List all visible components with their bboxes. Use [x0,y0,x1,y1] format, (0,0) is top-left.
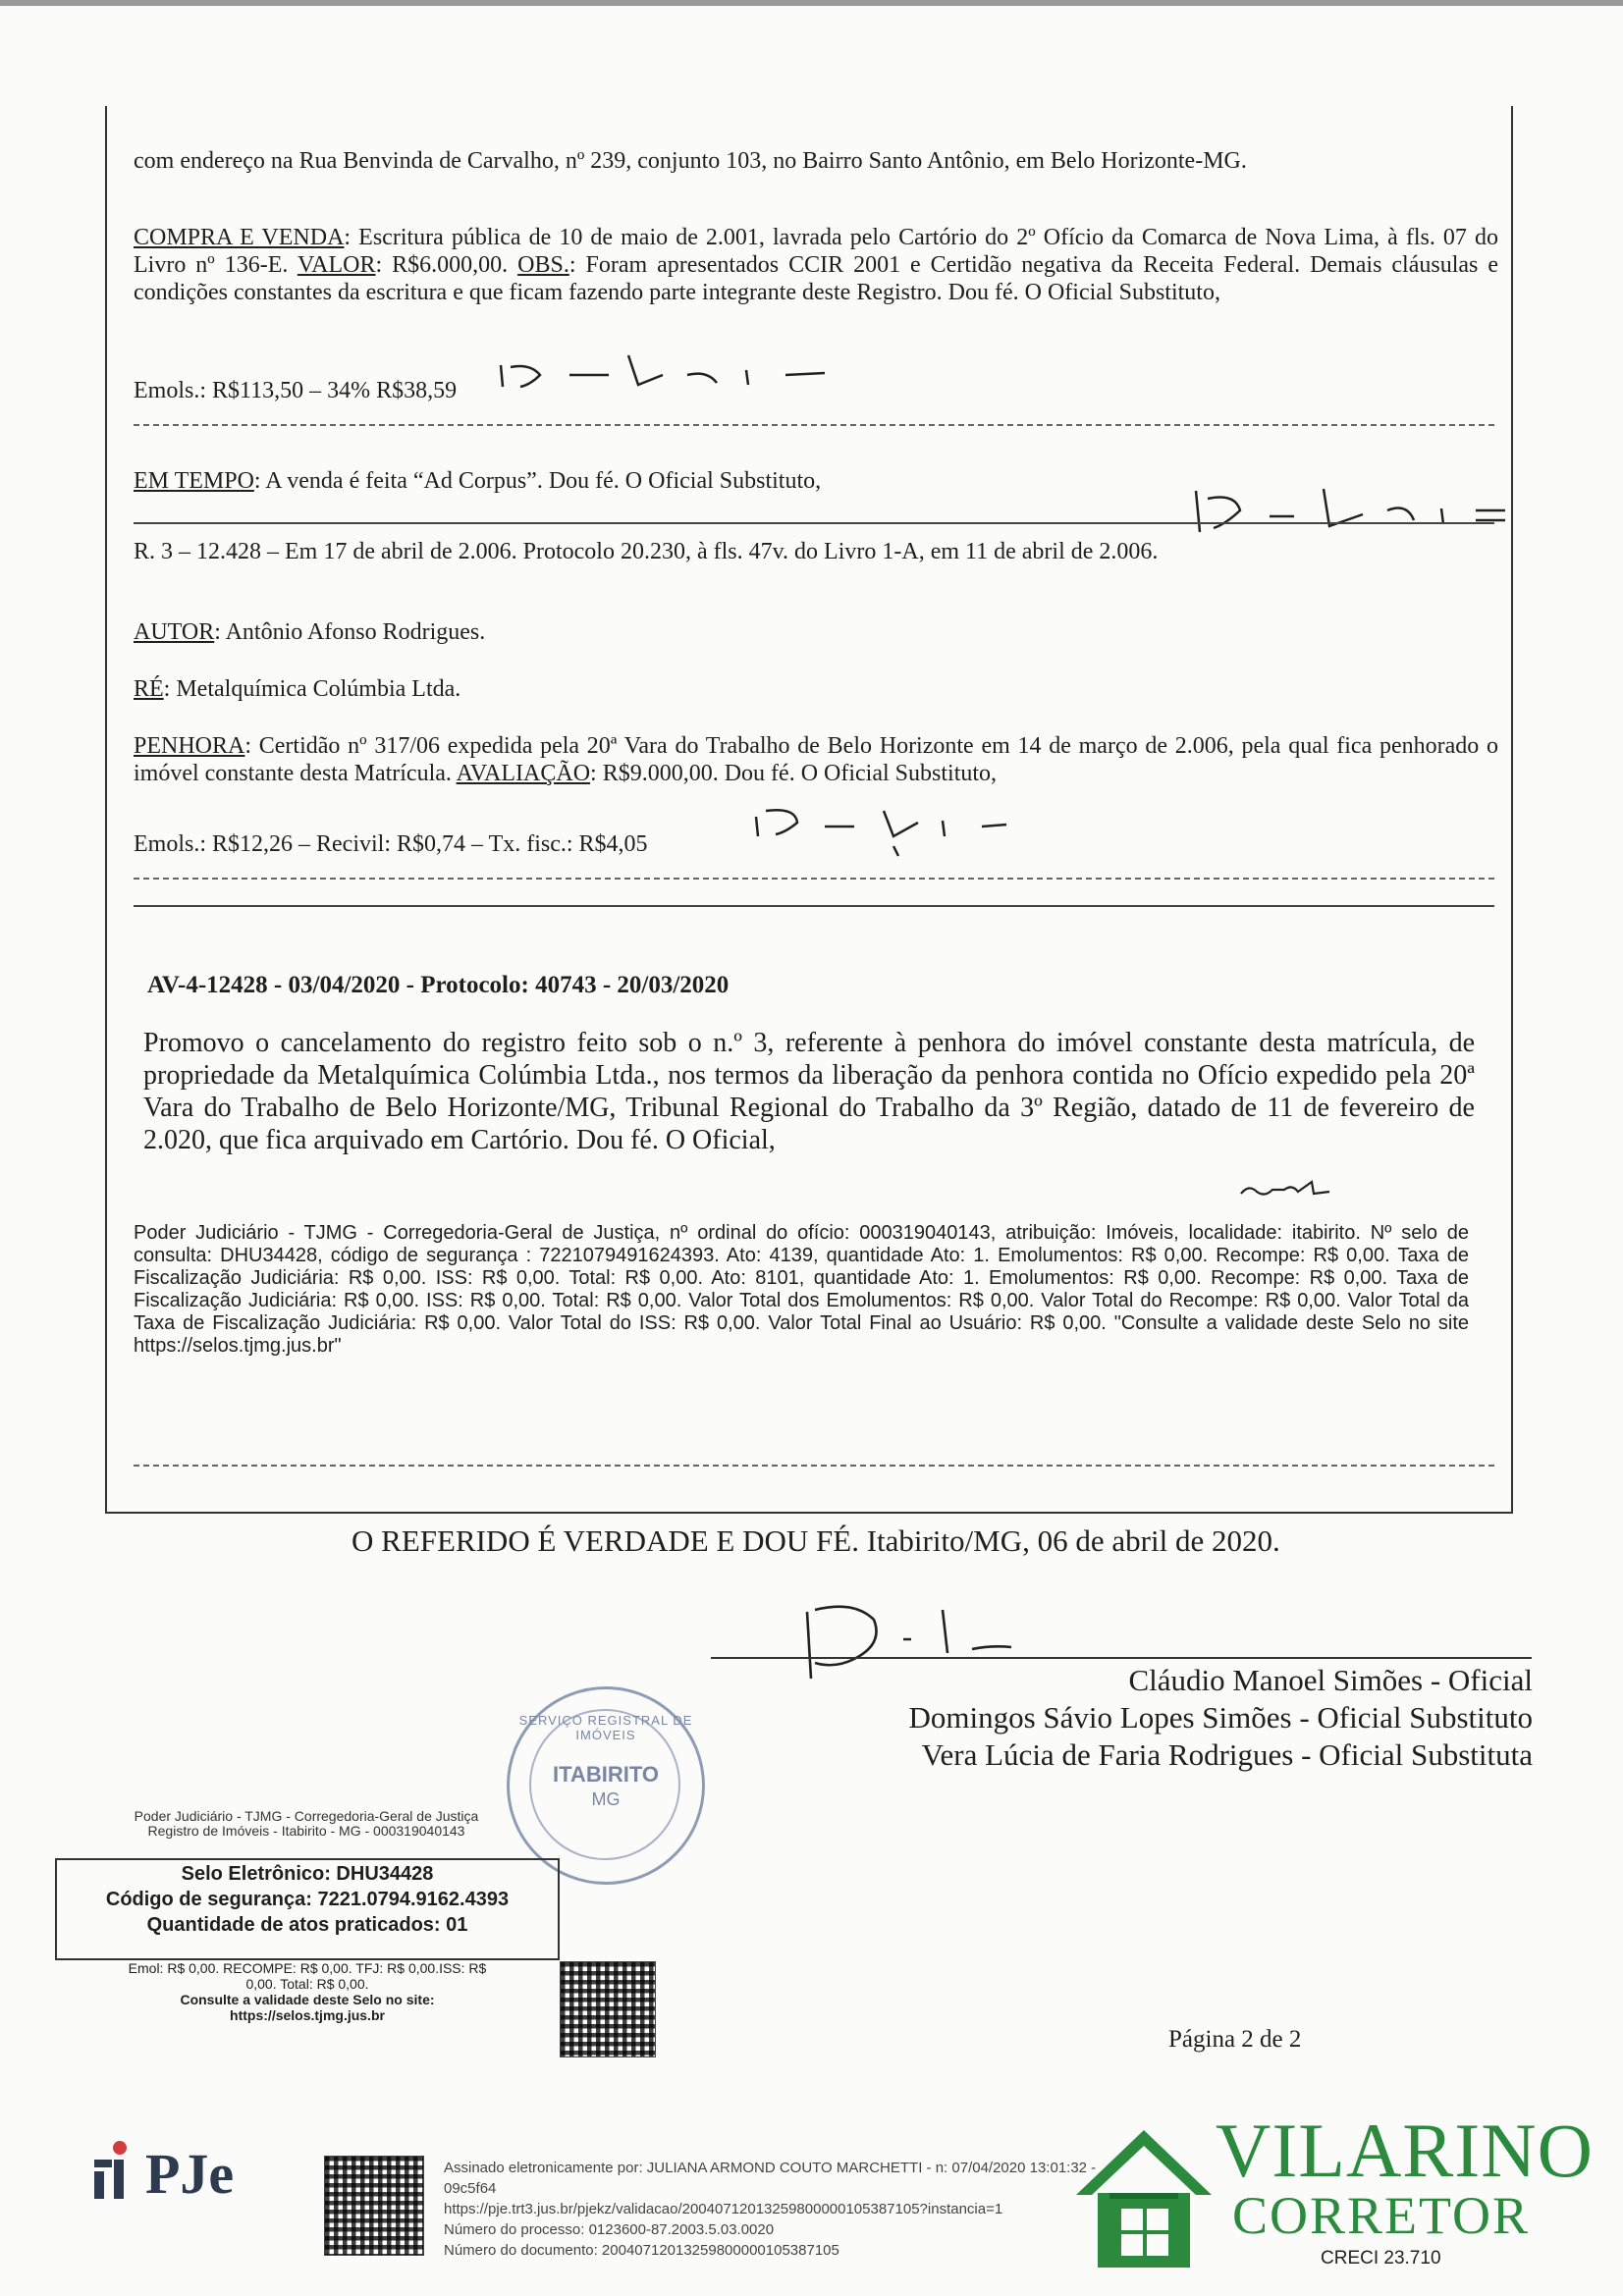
pje-signature-info [444,2158,1151,2261]
registry-stamp-seal [507,1686,705,1885]
av4-title: AV-4-12428 - 03/04/2020 - Protocolo: 40743 - 20/03/2020 [147,972,730,998]
pje-logo-text: PJe [145,2142,235,2206]
selo-line-1: Selo Eletrônico: DHU34428 [181,1863,434,1885]
pje-validation-url[interactable]: https://pje.trt3.jus.br/pjekz/validacao/20040712013259800000105387105?instancia=1 [444,2201,1003,2217]
selo-header-1: Poder Judiciário - TJMG - Corregedoria-Geral de Justiça [134,1808,479,1824]
officer-1: Cláudio Manoel Simões - Oficial [1128,1663,1533,1697]
pje-document-number: Número do documento: 20040712013259800000105387105 [444,2242,839,2259]
separator-4 [134,905,1494,907]
officer-3: Vera Lúcia de Faria Rodrigues - Oficial Substituta [921,1737,1533,1772]
selo-box [55,1858,560,1960]
r3-paragraph: R. 3 – 12.428 – Em 17 de abril de 2.006. Protocolo 20.230, à fls. 47v. do Livro 1-A, em 11 de abril de 2.006. [134,539,1159,564]
separator-2 [134,522,1494,524]
page-number: Página 2 de 2 [1168,2026,1302,2053]
signature-2 [1186,481,1510,540]
seal-state: MG [591,1789,621,1809]
pje-person-icon [90,2138,135,2207]
signature-4 [1235,1164,1343,1203]
pje-qr-code[interactable] [324,2156,424,2256]
re-label: RÉ [134,676,164,702]
separator-5 [134,1465,1494,1467]
pje-process-number: Número do processo: 0123600-87.2003.5.03.0020 [444,2221,775,2238]
selo-header [61,1809,552,1839]
signature-line [711,1657,1532,1659]
signature-1 [491,346,864,395]
signature-3 [746,797,1100,856]
tjmg-seal-text: Poder Judiciário - TJMG - Corregedoria-Geral de Justiça, nº ordinal do ofício: 000319040143, atribuição: Imóveis, localidade: itabirito. Nº selo de consulta: DHU34428, código de segurança : 7221079491624393. Ato: 4139, quantidade Ato: 1. Emolumentos: R$ 0,00. Recompe: R$ 0,00. Taxa de Fiscalização Judiciária: R$ 0,00. ISS: R$ 0,00. Total: R$ 0,00. Ato: 8101, quantidade Ato: 1. Emolumentos: R$ 0,00. Recompe: R$ 0,00. Taxa de Fiscalização Judiciária: R$ 0,00. ISS: R$ 0,00. Total: R$ 0,00. Valor Total dos Emolumentos: R$ 0,00. Valor Total do Recompe: R$ 0,00. Valor Total da Taxa de Fiscalização Judiciária: R$ 0,00. Valor Total do ISS: R$ 0,00. Valor Total Final ao Usuário: R$ 0,00. "Consulte a validade deste Selo no site https://selos.tjmg.jus.br" [134,1222,1469,1357]
valor-text: : R$6.000,00. [375,252,518,278]
selo-line-3: Quantidade de atos praticados: 01 [146,1914,468,1936]
address-paragraph: com endereço na Rua Benvinda de Carvalho, nº 239, conjunto 103, no Bairro Santo Antônio, em Belo Horizonte-MG. [134,148,1247,174]
officer-2: Domingos Sávio Lopes Simões - Oficial Substituto [908,1700,1533,1735]
pje-signed-tail: n: 07/04/2020 13:01:32 - 09c5f64 [444,2160,1097,2197]
autor-text: : Antônio Afonso Rodrigues. [214,619,486,645]
separator-1 [134,424,1494,426]
selo-emol-1: Emol: R$ 0,00. RECOMPE: R$ 0,00. TFJ: R$ 0,00.ISS: R$ [128,1960,487,1976]
pje-signed-by: Assinado eletronicamente por: JULIANA ARMOND COUTO MARCHETTI - [444,2160,936,2176]
penhora-label: PENHORA [134,733,245,759]
selo-header-2: Registro de Imóveis - Itabirito - MG - 000319040143 [147,1823,465,1839]
officers-list [909,1662,1534,1774]
re-text: : Metalquímica Colúmbia Ltda. [163,676,461,702]
autor-label: AUTOR [134,619,215,645]
penhora-text: : Certidão nº 317/06 expedida pela 20ª Vara do Trabalho de Belo Horizonte em 14 de março de 2.006, pela qual fica penhorado o imóvel constante desta Matrícula. [134,733,1498,786]
scan-top-edge [0,0,1623,6]
compra-venda-label: COMPRA E VENDA [134,225,345,250]
selo-line-2: Código de segurança: 7221.0794.9162.4393 [105,1889,510,1910]
selo-emol-2: 0,00. Total: R$ 0,00. [245,1976,369,1992]
house-logo-icon [1070,2124,1217,2271]
obs-label: OBS. [517,252,569,278]
pje-signed-line [444,2158,1151,2199]
avaliacao-text: : R$9.000,00. Dou fé. O Oficial Substituto, [590,761,998,786]
penhora-paragraph [134,732,1498,787]
selo-consulte-1: Consulte a validade deste Selo no site: [180,1992,435,2007]
brand-subtitle: CORRETOR [1232,2186,1531,2245]
compra-venda-text: : Escritura pública de 10 de maio de 2.001, lavrada pelo Cartório do 2º Ofício da Comarca de Nova Lima, à fls. 07 do Livro nº 136-E. [134,225,1498,278]
emols-line-2: Emols.: R$12,26 – Recivil: R$0,74 – Tx. fisc.: R$4,05 [134,831,648,857]
pje-logo [90,2138,234,2207]
brand-creci: CRECI 23.710 [1321,2248,1441,2269]
seal-city: ITABIRITO [553,1762,659,1787]
autor-paragraph [134,618,1498,646]
valor-label: VALOR [297,252,376,278]
re-paragraph [134,675,1498,703]
av4-body: Promovo o cancelamento do registro feito sob o n.º 3, referente à penhora do imóvel constante desta matrícula, de propriedade da Metalquímica Colúmbia Ltda., nos termos da liberação da penhora contida no Ofício expedido pela 20ª Vara do Trabalho de Belo Horizonte/MG, Tribunal Regional do Trabalho da 3º Região, datado de 11 de fevereiro de 2.020, que fica arquivado em Cartório. Dou fé. O Oficial, [143,1028,1475,1155]
selo-consulte-2: https://selos.tjmg.jus.br [230,2007,385,2023]
em-tempo-text: : A venda é feita “Ad Corpus”. Dou fé. O Oficial Substituto, [253,468,822,494]
obs-text: : Foram apresentados CCIR 2001 e Certidão negativa da Receita Federal. Demais cláusulas e condições constantes da escritura e que ficam fazendo parte integrante deste Registro. Dou fé. O Oficial Substituto, [134,252,1498,305]
seal-ring-text: SERVIÇO REGISTRAL DE IMÓVEIS [518,1713,693,1742]
selo-qr-code[interactable] [560,1961,656,2057]
emols-line-1: Emols.: R$113,50 – 34% R$38,59 [134,378,458,403]
closing-statement: O REFERIDO É VERDADE E DOU FÉ. Itabirito/MG, 06 de abril de 2020. [352,1523,1280,1558]
brand-name: VILARINO [1216,2108,1594,2193]
em-tempo-label: EM TEMPO [134,468,254,494]
separator-3 [134,878,1494,880]
avaliacao-label: AVALIAÇÃO [456,761,591,786]
compra-venda-paragraph [134,224,1498,306]
selo-details [57,1960,558,2023]
